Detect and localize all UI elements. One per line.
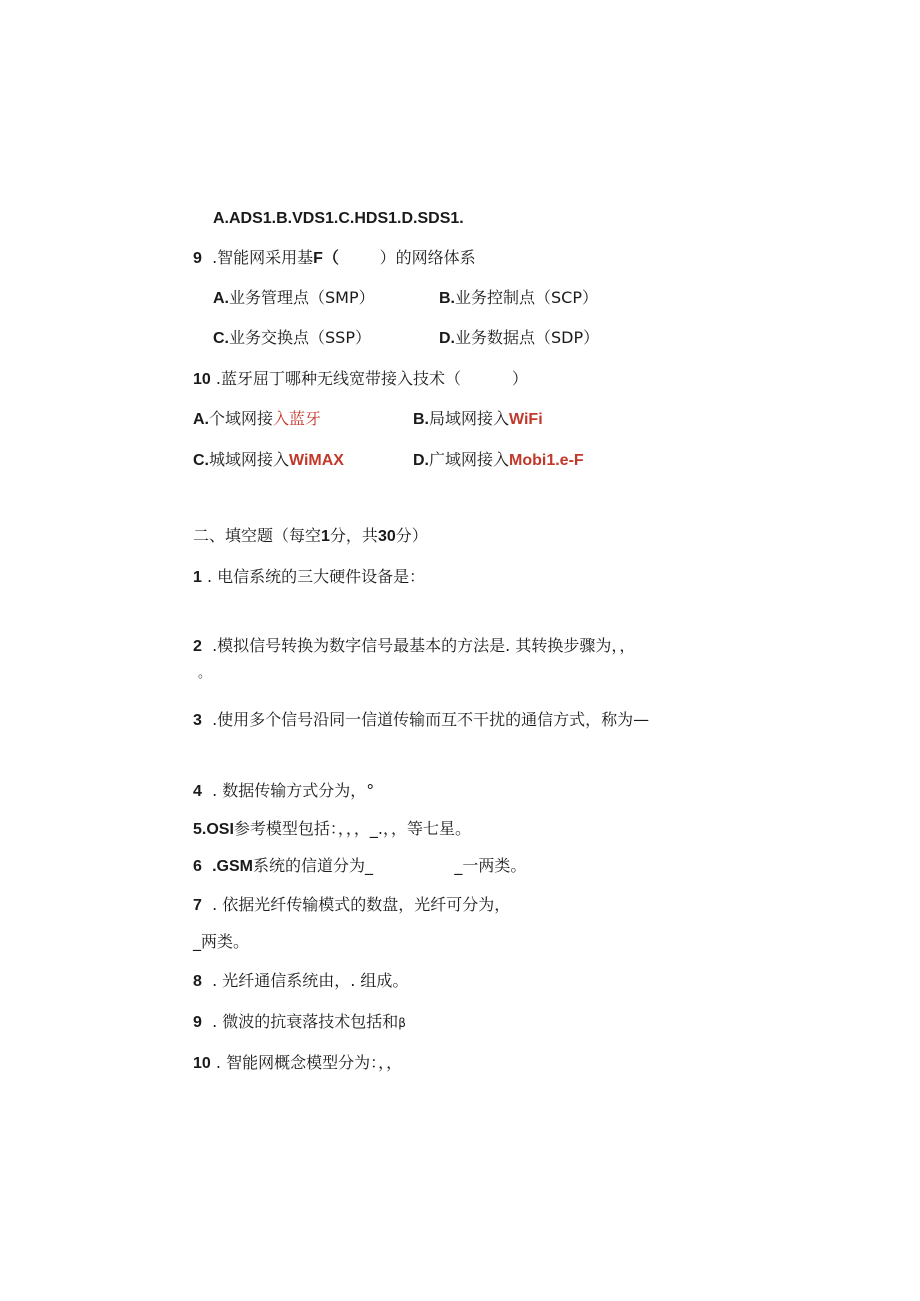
q9-option-a: A.业务管理点（SMP） bbox=[213, 288, 375, 307]
q10-option-d: D.广域网接入Mobi1.e-F bbox=[413, 450, 584, 469]
fill-question-1: 1 . 电信系统的三大硬件设备是： bbox=[193, 567, 426, 586]
fill-question-8: 8 . 光纤通信系统由，. 组成。 bbox=[193, 971, 409, 990]
fill-question-4: 4 . 数据传输方式分为，° bbox=[193, 781, 375, 800]
fill-question-7: 7 . 依据光纤传输模式的数盘，光纤可分为， bbox=[193, 895, 511, 914]
q10-option-a: A.个域网接入蓝牙 bbox=[193, 409, 322, 428]
q10-option-c: C.城域网接入WiMAX bbox=[193, 450, 344, 469]
q9-option-c: C.业务交换点（SSP） bbox=[213, 328, 371, 347]
section-2-title: 二、填空题（每空1分，共30分） bbox=[193, 526, 428, 545]
fill-question-9: 9 . 微波的抗衰落技术包括和β bbox=[193, 1012, 406, 1031]
q9-option-d: D.业务数据点（SDP） bbox=[439, 328, 600, 347]
question-10: 10 .蓝牙屈丁哪种无线宽带接入技术（ ） bbox=[193, 369, 528, 388]
fill-question-6: 6 .GSM系统的信道分为_ _一两类。 bbox=[193, 856, 527, 875]
q8-options: A.ADS1.B.VDS1.C.HDS1.D.SDS1. bbox=[213, 210, 464, 227]
fill-question-3: 3 .使用多个信号沿同一信道传输而互不干扰的通信方式，称为— bbox=[193, 710, 650, 729]
fill-question-5: 5.OSI参考模型包括：，，，_.，，等七星。 bbox=[193, 819, 471, 838]
q10-option-b: B.局域网接入WiFi bbox=[413, 409, 543, 428]
fill-question-10: 10 . 智能网概念模型分为：，， bbox=[193, 1053, 403, 1072]
fill-question-7-continued: _两类。 bbox=[193, 932, 250, 951]
fill-question-2-continued: 。 bbox=[198, 666, 212, 681]
q9-option-b: B.业务控制点（SCP） bbox=[439, 288, 598, 307]
fill-question-2: 2 .模拟信号转换为数字信号最基本的方法是. 其转换步骤为，， bbox=[193, 636, 636, 655]
question-9: 9 .智能网采用基F（ ）的网络体系 bbox=[193, 248, 476, 267]
